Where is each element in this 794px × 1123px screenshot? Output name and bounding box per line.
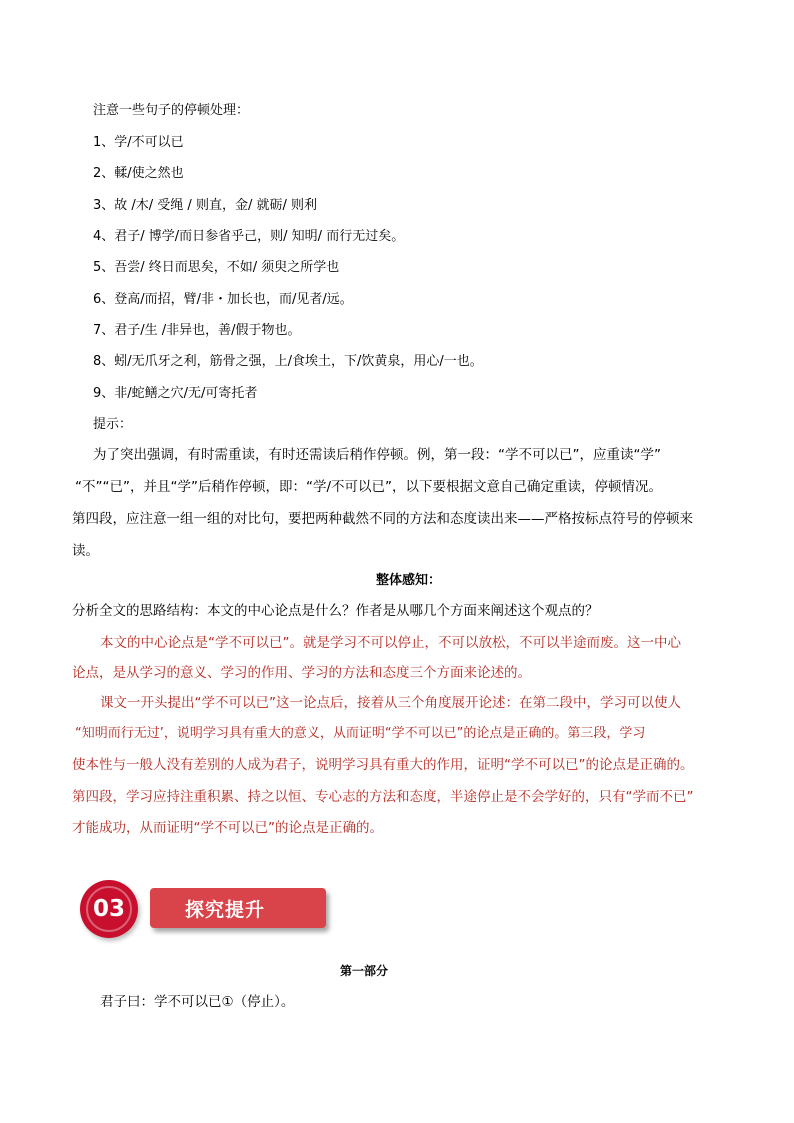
tips-line: 读。 (72, 543, 99, 559)
section-number: 03 (92, 896, 125, 922)
answer-line: 才能成功，从而证明“学不可以已”的论点是正确的。 (72, 820, 383, 836)
answer-line: 课文一开头提出“学不可以已”这一论点后，接着从三个角度展开论述：在第二段中，学习可以使人 (100, 695, 681, 711)
pause-item: 3、故 /木/ 受绳 / 则直，金/ 就砺/ 则利 (93, 198, 317, 213)
pause-item: 6、登高/而招，臂/非・加长也，而/见者/远。 (93, 292, 353, 307)
pause-item: 4、君子/ 博学/而日参省乎己，则/ 知明/ 而行无过矣。 (93, 229, 405, 244)
tips-label: 提示： (93, 417, 133, 432)
pause-item: 7、君子/生 /非异也，善/假于物也。 (93, 323, 301, 338)
section-title: 探究提升 (184, 898, 265, 921)
pause-heading: 注意一些句子的停顿处理： (93, 103, 250, 118)
answer-line: 本文的中心论点是“学不可以已”。就是学习不可以停止，不可以放松，不可以半途而废。这一中心 (100, 635, 681, 651)
overall-question: 分析全文的思路结构：本文的中心论点是什么？作者是从哪几个方面来阐述这个观点的？ (72, 603, 599, 619)
answer-line: “知明而行无过’，说明学习具有重大的意义，从而证明“学不可以已”的论点是正确的。第三段，学习 (75, 726, 646, 741)
pause-item: 1、学/不可以已 (93, 135, 184, 150)
pause-item: 9、非/蛇鳝之穴/无/可寄托者 (93, 386, 258, 401)
answer-line: 论点，是从学习的意义、学习的作用、学习的方法和态度三个方面来论述的。 (72, 665, 531, 681)
pause-item: 2、輮/使之然也 (93, 166, 184, 181)
answer-line: 第四段，学习应持注重积累、持之以恒、专心志的方法和态度，半途停止是不会学好的，只有“学而不已” (72, 789, 694, 805)
pause-item: 8、蚓/无爪牙之利，筋骨之强，上/食埃土，下/饮黄泉，用心/一也。 (93, 354, 483, 369)
tips-line: 第四段，应注意一组一组的对比句，要把两种截然不同的方法和态度读出来——严格按标点符号的停顿来 (72, 511, 693, 527)
pause-item: 5、吾尝/ 终日而思矣，不如/ 须臾之所学也 (93, 260, 340, 275)
answer-line: 使本性与一般人没有差别的人成为君子，说明学习具有重大的作用，证明“学不可以已”的论点是正确的。 (72, 757, 694, 773)
part-heading: 第一部分 (340, 964, 389, 978)
tips-line: “不”“已”，并且“学”后稍作停顿，即：“学/不可以已”，以下要根据文意自己确定重读，停顿情况。 (75, 479, 662, 495)
part-line: 君子曰：学不可以已①（停止）。 (100, 994, 295, 1010)
overall-heading: 整体感知： (376, 573, 442, 588)
tips-line: 为了突出强调，有时需重读，有时还需读后稍作停顿。例，第一段：“学不可以已”，应重读“学” (93, 447, 661, 463)
